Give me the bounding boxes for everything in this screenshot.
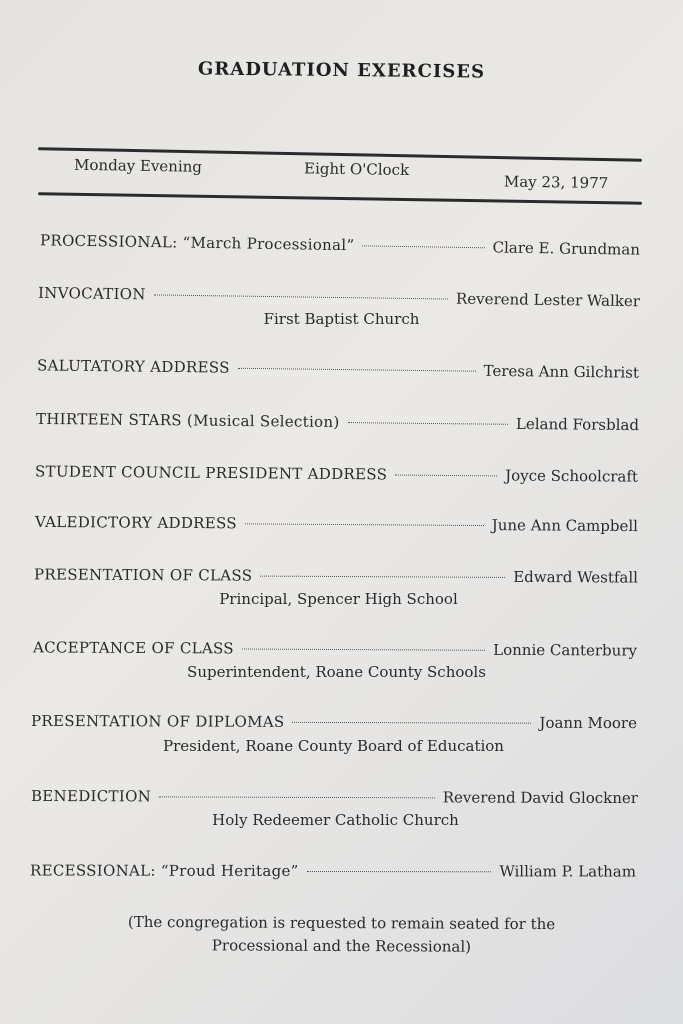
leader-dots: [159, 796, 435, 798]
event-header: [74, 156, 614, 194]
program-item: [38, 284, 640, 310]
program-item: [31, 787, 638, 807]
program-item: [35, 513, 638, 535]
item-person: Teresa Ann Gilchrist: [483, 361, 640, 382]
item-person: Joann Moore: [539, 713, 638, 733]
item-person: William P. Latham: [499, 862, 637, 881]
page-title: GRADUATION EXERCISES: [197, 58, 486, 83]
leader-dots: [362, 245, 484, 248]
item-person: Reverend Lester Walker: [455, 289, 641, 311]
item-affiliation: Principal, Spencer High School: [219, 590, 458, 608]
event-time: Eight O'Clock: [303, 159, 410, 180]
closing-note: [0, 910, 683, 960]
leader-dots: [154, 294, 448, 299]
program-item: [33, 638, 637, 659]
item-title: PRESENTATION OF DIPLOMAS: [30, 711, 285, 731]
leader-dots: [292, 722, 531, 724]
program-item: [37, 356, 639, 381]
program-item: [40, 231, 640, 258]
item-affiliation: President, Roane County Board of Education: [163, 737, 504, 755]
program-item: [34, 565, 638, 586]
leader-dots: [348, 422, 508, 425]
item-person: Leland Forsblad: [515, 414, 640, 435]
note-line-1: (The congregation is requested to remain seated for the: [127, 912, 556, 934]
leader-dots: [395, 475, 497, 477]
leader-dots: [242, 649, 485, 651]
item-affiliation: Holy Redeemer Catholic Church: [212, 811, 459, 829]
leader-dots: [245, 523, 484, 526]
note-line-2: Processional and the Recessional): [211, 936, 472, 956]
item-title: INVOCATION: [37, 283, 146, 304]
leader-dots: [307, 871, 492, 872]
event-date: May 23, 1977: [503, 172, 609, 193]
bottom-rule: [38, 192, 642, 204]
item-title: STUDENT COUNCIL PRESIDENT ADDRESS: [34, 462, 388, 484]
program-item: [30, 861, 636, 880]
item-title: ACCEPTANCE OF CLASS: [32, 638, 234, 658]
program-item: [36, 410, 639, 434]
program-item: [31, 712, 637, 732]
item-title: VALEDICTORY ADDRESS: [34, 512, 237, 533]
event-day: Monday Evening: [73, 155, 203, 176]
item-affiliation: Superintendent, Roane County Schools: [187, 663, 486, 681]
item-title: PROCESSIONAL: “March Processional”: [39, 231, 355, 255]
item-person: Edward Westfall: [513, 567, 639, 587]
item-person: Reverend David Glockner: [442, 788, 639, 808]
leader-dots: [238, 368, 476, 372]
item-person: Lonnie Canterbury: [493, 640, 638, 660]
item-person: Joyce Schoolcraft: [505, 466, 639, 486]
item-affiliation: First Baptist Church: [263, 310, 420, 328]
item-title: RECESSIONAL: “Proud Heritage”: [29, 861, 299, 880]
program-item: [35, 462, 638, 485]
item-title: SALUTATORY ADDRESS: [36, 356, 230, 377]
leader-dots: [260, 576, 505, 578]
item-person: Clare E. Grundman: [492, 238, 641, 259]
item-title: BENEDICTION: [30, 786, 152, 806]
item-person: June Ann Campbell: [491, 516, 639, 536]
item-title: THIRTEEN STARS (Musical Selection): [35, 409, 340, 432]
item-title: PRESENTATION OF CLASS: [33, 565, 253, 585]
